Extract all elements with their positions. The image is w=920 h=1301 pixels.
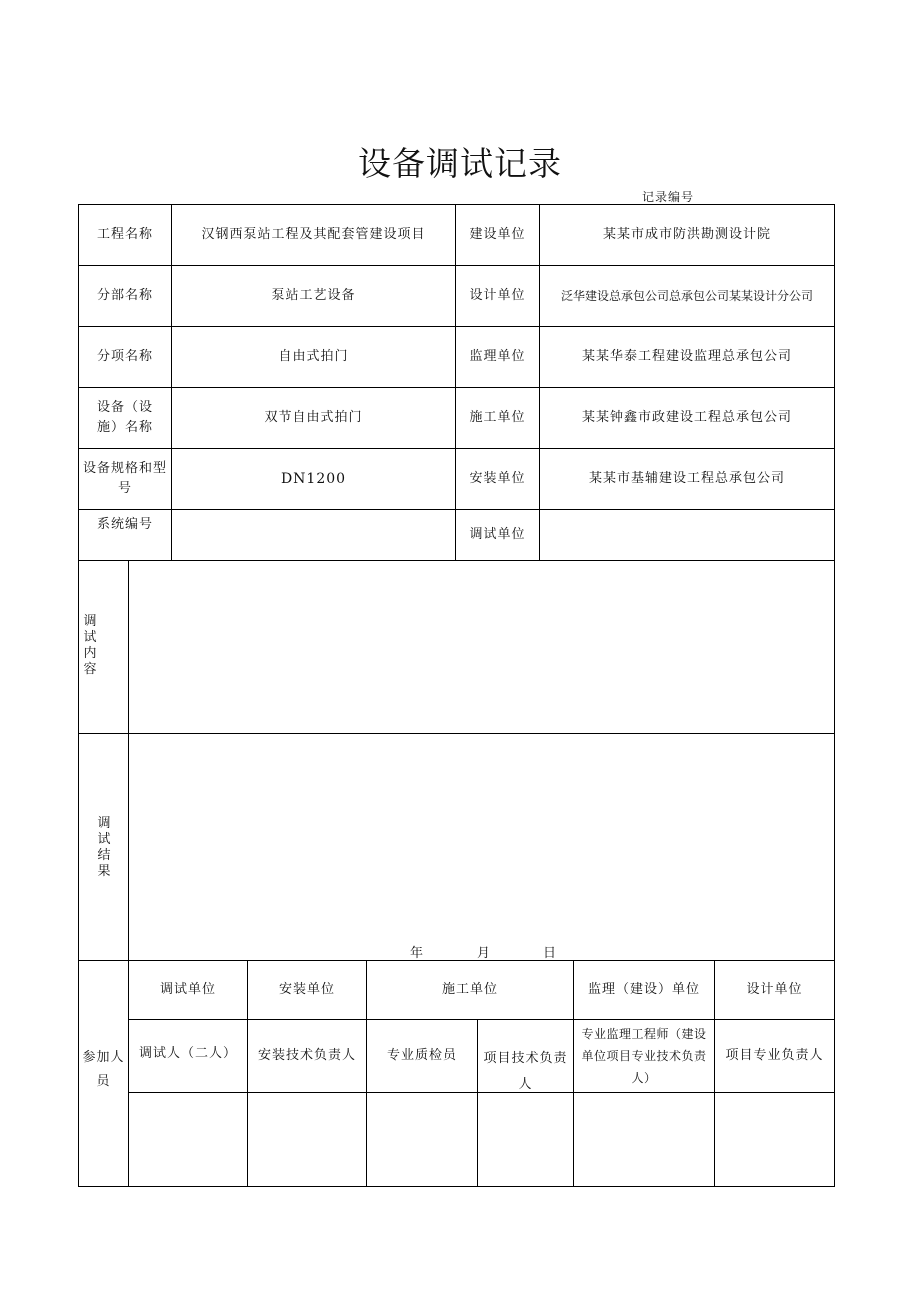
debug-result-char: 调 bbox=[97, 816, 111, 831]
frame-bottom bbox=[78, 1186, 835, 1187]
role-supervise-line1: 专业监理工程师（建设 bbox=[581, 1027, 707, 1041]
installer-value: 某某市基辅建设工程总承包公司 bbox=[588, 471, 785, 486]
debug-result-char: 试 bbox=[97, 832, 111, 847]
role-debug: 调试人（二人） bbox=[138, 1046, 237, 1061]
role-supervise-line3: 人） bbox=[631, 1071, 657, 1085]
spec-label-line1: 设备规格和型 bbox=[82, 461, 167, 476]
equipment-label-line2: 施）名称 bbox=[96, 420, 153, 435]
role-tech-line2: 人 bbox=[518, 1077, 533, 1092]
page-title: 设备调试记录 bbox=[358, 144, 562, 183]
project-name-value: 汉钢西泵站工程及其配套管建设项目 bbox=[201, 227, 426, 242]
builder-value: 某某市成市防洪勘测设计院 bbox=[602, 227, 771, 242]
debug-result-char: 果 bbox=[97, 864, 111, 879]
unit-install: 安装单位 bbox=[278, 982, 335, 997]
debug-content-char: 内 bbox=[83, 646, 97, 661]
debug-content-char: 容 bbox=[83, 662, 97, 677]
role-supervise bbox=[574, 1020, 714, 1092]
signature-install[interactable] bbox=[248, 1093, 366, 1186]
debug-content-char: 调 bbox=[83, 614, 97, 629]
signature-quality[interactable] bbox=[367, 1093, 477, 1186]
subitem-label: 分项名称 bbox=[96, 349, 153, 364]
designer-label: 设计单位 bbox=[469, 288, 526, 303]
subdivision-label: 分部名称 bbox=[96, 288, 153, 303]
debug-unit-value bbox=[540, 510, 834, 560]
subdivision-value: 泵站工艺设备 bbox=[271, 288, 356, 303]
debug-content-area[interactable] bbox=[129, 561, 834, 733]
designer-value: 泛华建设总承包公司总承包公司某某设计分公司 bbox=[560, 289, 813, 303]
equipment-label bbox=[79, 388, 171, 448]
unit-supervision: 监理（建设）单位 bbox=[587, 982, 700, 997]
role-tech-line1: 项目技术负责 bbox=[483, 1051, 568, 1066]
equipment-value: 双节自由式拍门 bbox=[264, 410, 363, 425]
signature-debug[interactable] bbox=[129, 1093, 247, 1186]
debug-result-area[interactable] bbox=[129, 734, 834, 939]
role-design: 项目专业负责人 bbox=[725, 1048, 824, 1063]
project-name-label: 工程名称 bbox=[96, 227, 153, 242]
debug-unit-label: 调试单位 bbox=[469, 527, 526, 542]
date-month: 月 bbox=[477, 946, 491, 961]
debug-result-char: 结 bbox=[97, 848, 111, 863]
supervisor-label: 监理单位 bbox=[469, 349, 526, 364]
spec-label-line2: 号 bbox=[117, 481, 132, 496]
unit-design: 设计单位 bbox=[746, 982, 803, 997]
debug-content-char: 试 bbox=[83, 630, 97, 645]
spec-label bbox=[79, 449, 171, 509]
record-number-label: 记录编号 bbox=[642, 190, 695, 204]
unit-construction: 施工单位 bbox=[441, 982, 498, 997]
frame-right bbox=[834, 204, 835, 1187]
signature-tech[interactable] bbox=[478, 1093, 573, 1186]
system-no-value bbox=[172, 510, 455, 560]
subitem-value: 自由式拍门 bbox=[278, 349, 349, 364]
signature-supervise[interactable] bbox=[574, 1093, 714, 1186]
participants-label-line2: 员 bbox=[96, 1074, 111, 1089]
supervisor-value: 某某华泰工程建设监理总承包公司 bbox=[581, 349, 792, 364]
role-install: 安装技术负责人 bbox=[257, 1048, 356, 1063]
role-quality: 专业质检员 bbox=[386, 1048, 457, 1063]
date-day: 日 bbox=[543, 946, 557, 961]
construction-label: 施工单位 bbox=[469, 410, 526, 425]
role-supervise-line2: 单位项目专业技术负责 bbox=[581, 1049, 707, 1063]
date-year: 年 bbox=[410, 946, 424, 961]
participants-label-line1: 参加人 bbox=[82, 1050, 125, 1065]
builder-label: 建设单位 bbox=[469, 227, 526, 242]
spec-value: DN1200 bbox=[280, 471, 347, 487]
equipment-label-line1: 设备（设 bbox=[96, 400, 153, 415]
role-tech bbox=[478, 1020, 573, 1092]
system-no-label: 系统编号 bbox=[96, 517, 153, 532]
construction-value: 某某钟鑫市政建设工程总承包公司 bbox=[581, 410, 792, 425]
installer-label: 安装单位 bbox=[469, 471, 526, 486]
participants-label bbox=[79, 1040, 128, 1100]
unit-debug: 调试单位 bbox=[159, 982, 216, 997]
signature-design[interactable] bbox=[715, 1093, 834, 1186]
